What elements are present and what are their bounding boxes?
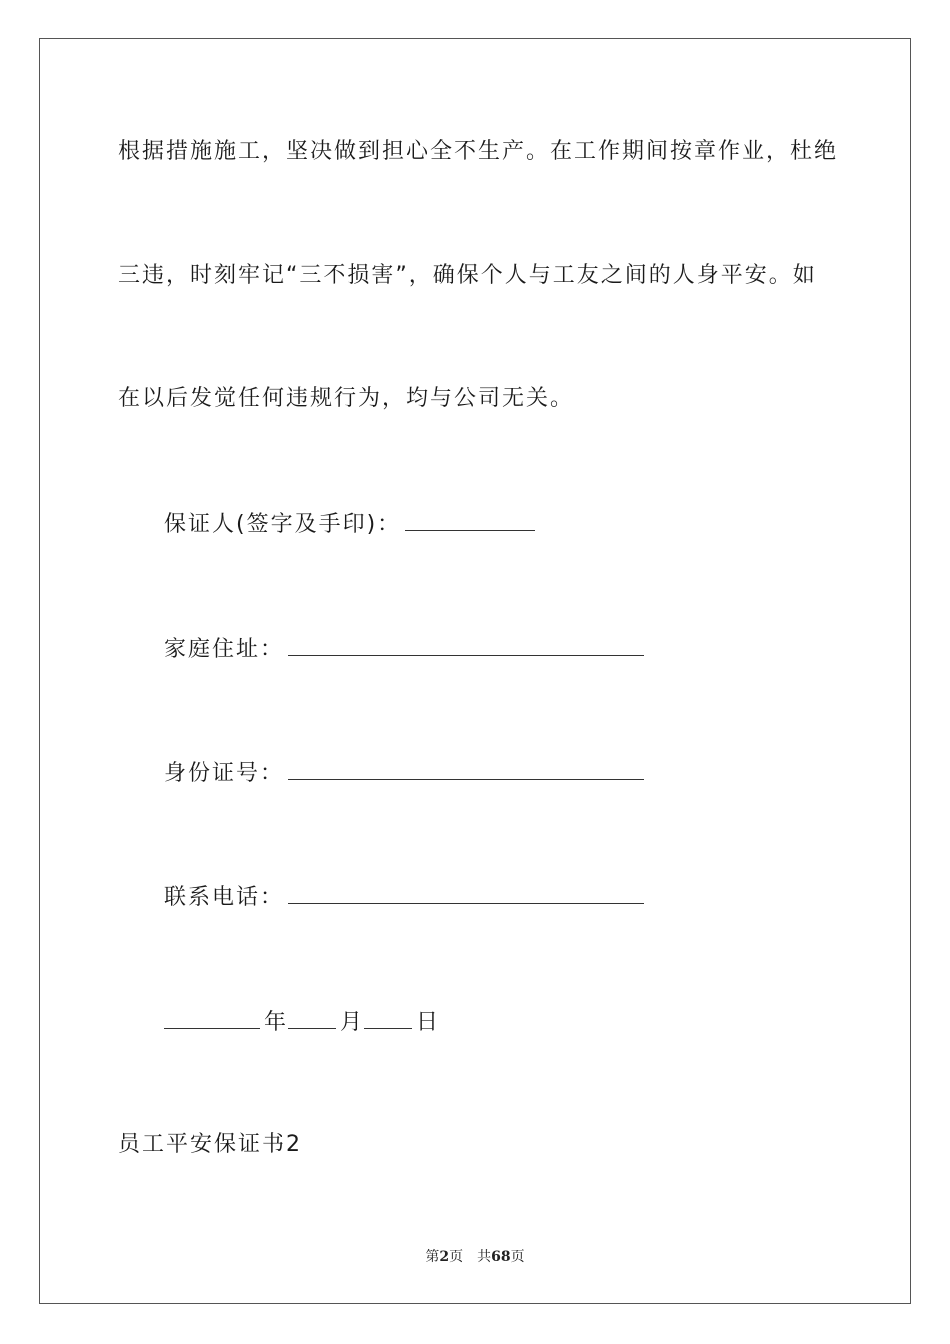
date-field [164,1006,440,1038]
year-blank [164,1006,260,1029]
month-blank [288,1006,336,1029]
month-label: 月 [340,1010,365,1035]
footer-total-suffix: 页 [510,1249,525,1265]
id-number-label: 身份证号： [164,761,285,786]
section-title: 员工平安保证书2 [118,1132,302,1157]
footer-total-pages: 68 [491,1249,511,1265]
guarantor-field [164,508,535,540]
address-field [164,633,644,665]
page-footer [0,1247,950,1267]
body-line-2: 三违，时刻牢记“三不损害”，确保个人与工友之间的人身平安。如 [118,263,817,288]
phone-label: 联系电话： [164,885,285,910]
guarantor-signature-blank [405,508,535,531]
day-blank [364,1006,412,1029]
year-label: 年 [264,1010,289,1035]
footer-page-suffix: 页 [449,1249,464,1265]
phone-field [164,881,644,913]
day-label: 日 [416,1010,441,1035]
body-line-1: 根据措施施工，坚决做到担心全不生产。在工作期间按章作业，杜绝 [118,139,839,164]
phone-blank [288,881,644,904]
footer-page-number: 2 [439,1249,450,1265]
address-blank [288,633,644,656]
id-number-field [164,757,644,789]
footer-prefix: 第 [425,1249,440,1265]
body-line-3: 在以后发觉任何违规行为，均与公司无关。 [118,386,575,411]
footer-total-prefix: 共 [477,1249,492,1265]
guarantor-label: 保证人(签字及手印)： [164,512,402,537]
id-number-blank [288,757,644,780]
address-label: 家庭住址： [164,637,285,662]
page-border [39,38,911,1304]
